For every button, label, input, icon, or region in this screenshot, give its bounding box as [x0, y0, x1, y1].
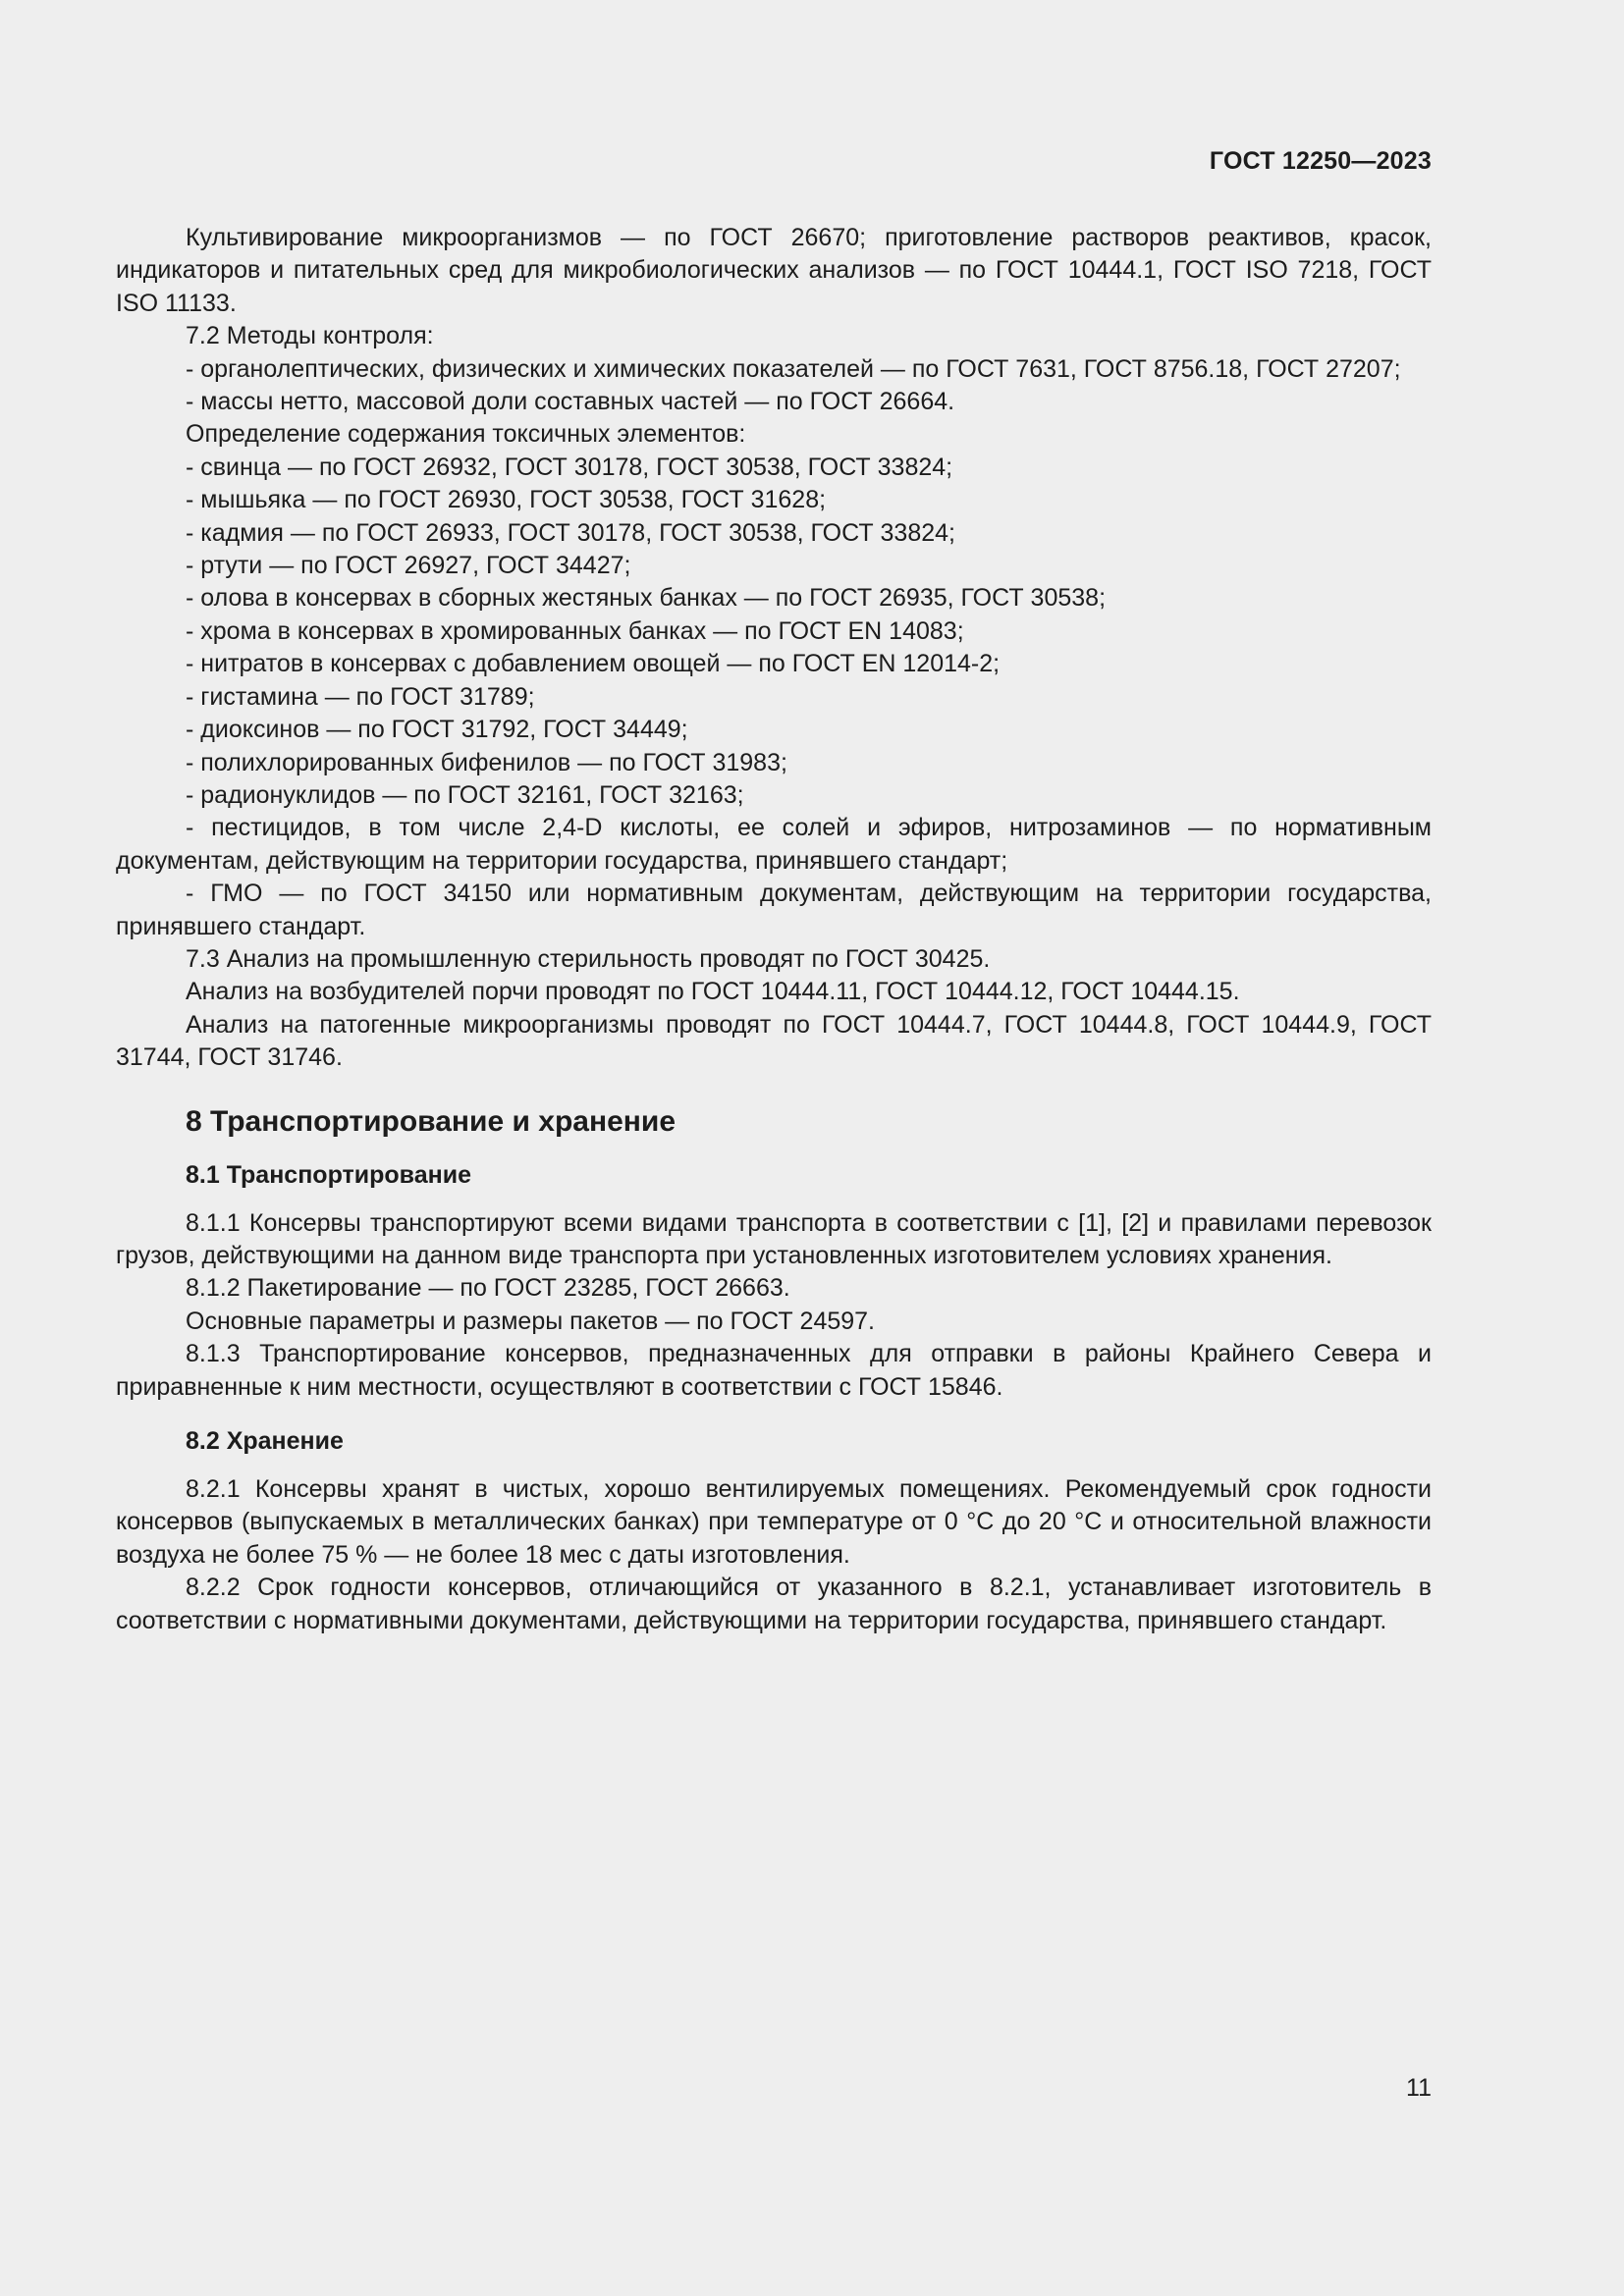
paragraph-toxic-elements: Определение содержания токсичных элементов:: [186, 420, 746, 449]
list-item-pesticides: - пестицидов, в том числе 2,4-D кислоты, ее солей и эфиров, нитрозаминов — по нормативным документам, действующим на территории государства, принявшего стандарт;: [116, 814, 1432, 875]
list-item: - радионуклидов — по ГОСТ 32161, ГОСТ 32163;: [186, 780, 744, 809]
document-page: [116, 0, 1432, 2296]
paragraph-8-1-1: 8.1.1 Консервы транспортируют всеми видами транспорта в соответствии с [1], [2] и правилами перевозок грузов, действующими на данном виде транспорта при установленных изготовителем условиях хранения.: [116, 1208, 1432, 1269]
subsection-heading-8-2: 8.2 Хранение: [186, 1427, 344, 1455]
paragraph-7-2: 7.2 Методы контроля:: [186, 322, 434, 350]
list-item: - диоксинов — по ГОСТ 31792, ГОСТ 34449;: [186, 716, 688, 744]
page-number: 11: [1406, 2074, 1432, 2102]
section-heading-8: 8 Транспортирование и хранение: [186, 1104, 677, 1138]
paragraph-8-2-2: 8.2.2 Срок годности консервов, отличающийся от указанного в 8.2.1, устанавливает изготовитель в соответствии с нормативными документами, действующими на территории государства, принявшего стандарт.: [116, 1574, 1432, 1634]
list-item: - ртути — по ГОСТ 26927, ГОСТ 34427;: [186, 552, 631, 580]
subsection-heading-8-1: 8.1 Транспортирование: [186, 1160, 471, 1189]
paragraph-8-1-2: 8.1.2 Пакетирование — по ГОСТ 23285, ГОСТ 26663.: [186, 1274, 790, 1303]
document-code: ГОСТ 12250—2023: [1209, 147, 1432, 175]
paragraph-pathogens: Анализ на патогенные микроорганизмы проводят по ГОСТ 10444.7, ГОСТ 10444.8, ГОСТ 10444.9, ГОСТ 31744, ГОСТ 31746.: [116, 1010, 1432, 1072]
document-body: [116, 222, 1432, 1637]
list-item-mass: - массы нетто, массовой доли составных частей — по ГОСТ 26664.: [186, 388, 955, 416]
paragraph-packets: Основные параметры и размеры пакетов — по ГОСТ 24597.: [186, 1307, 876, 1335]
list-item: - кадмия — по ГОСТ 26933, ГОСТ 30178, ГОСТ 30538, ГОСТ 33824;: [186, 518, 955, 547]
list-item: - гистамина — по ГОСТ 31789;: [186, 682, 535, 711]
list-item: - хрома в консервах в хромированных банках — по ГОСТ EN 14083;: [186, 616, 964, 645]
paragraph-spoilage: Анализ на возбудителей порчи проводят по ГОСТ 10444.11, ГОСТ 10444.12, ГОСТ 10444.15.: [186, 978, 1240, 1006]
paragraph-7-3: 7.3 Анализ на промышленную стерильность проводят по ГОСТ 30425.: [186, 944, 991, 973]
list-item: - полихлорированных бифенилов — по ГОСТ 31983;: [186, 748, 787, 776]
paragraph-8-2-1: 8.2.1 Консервы хранят в чистых, хорошо вентилируемых помещениях. Рекомендуемый срок годности консервов (выпускаемых в металлических банках) при температуре от 0 °С до 20 °С и относительной влажности воздуха не более 75 % — не более 18 мес с даты изготовления.: [116, 1475, 1432, 1569]
list-item: - мышьяка — по ГОСТ 26930, ГОСТ 30538, ГОСТ 31628;: [186, 486, 827, 514]
list-item-gmo: - ГМО — по ГОСТ 34150 или нормативным документам, действующим на территории государства, принявшего стандарт.: [116, 880, 1432, 940]
list-item: - свинца — по ГОСТ 26932, ГОСТ 30178, ГОСТ 30538, ГОСТ 33824;: [186, 453, 953, 481]
list-item: - нитратов в консервах с добавлением овощей — по ГОСТ EN 12014-2;: [186, 650, 1001, 678]
list-item: - олова в консервах в сборных жестяных банках — по ГОСТ 26935, ГОСТ 30538;: [186, 584, 1107, 613]
list-item-organoleptic: - органолептических, физических и химических показателей — по ГОСТ 7631, ГОСТ 8756.18, ГОСТ 27207;: [186, 354, 1401, 383]
paragraph-cultivation: Культивирование микроорганизмов — по ГОСТ 26670; приготовление растворов реактивов, красок, индикаторов и питательных сред для микробиологических анализов — по ГОСТ 10444.1, ГОСТ ISO 7218, ГОСТ ISO 11133.: [116, 224, 1432, 317]
paragraph-8-1-3: 8.1.3 Транспортирование консервов, предназначенных для отправки в районы Крайнего Севера и приравненные к ним местности, осуществляют в соответствии с ГОСТ 15846.: [116, 1340, 1432, 1401]
